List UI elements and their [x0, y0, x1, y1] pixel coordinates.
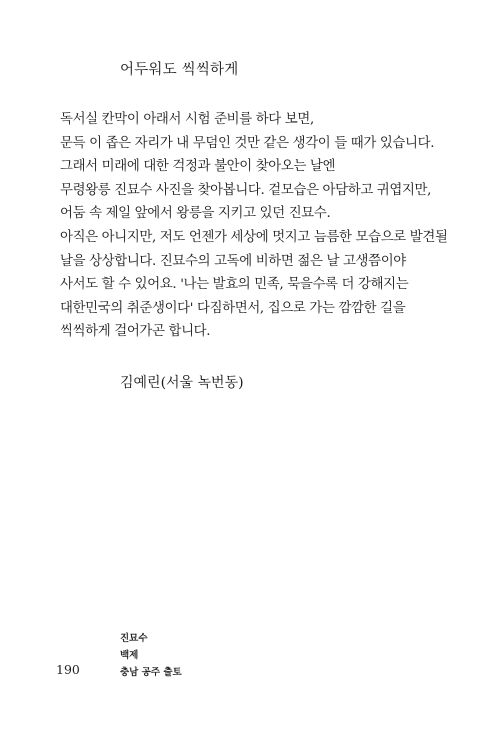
poem-line: 대한민국의 취준생이다' 다짐하면서, 집으로 가는 깜깜한 길을	[60, 300, 406, 316]
poem-line: 날을 상상합니다. 진묘수의 고독에 비하면 젊은 날 고생쯤이야	[60, 253, 406, 269]
image-caption	[120, 630, 182, 681]
poem-line: 그래서 미래에 대한 걱정과 불안이 찾아오는 날엔	[60, 159, 336, 175]
page-number: 190	[56, 662, 80, 677]
caption-name: 진묘수	[120, 633, 148, 644]
caption-era: 백제	[120, 650, 139, 661]
poem-title: 어두워도 씩씩하게	[120, 62, 239, 78]
poem-line: 무령왕릉 진묘수 사진을 찾아봅니다. 겉모습은 아담하고 귀엽지만,	[60, 182, 432, 198]
author-credit: 김예린(서울 녹번동)	[120, 375, 244, 391]
poem-line: 독서실 칸막이 아래서 시험 준비를 하다 보면,	[60, 112, 314, 127]
poem-line: 어둠 속 제일 앞에서 왕릉을 지키고 있던 진묘수.	[60, 206, 331, 222]
caption-origin: 충남 공주 출토	[120, 667, 182, 678]
poem-line: 문득 이 좁은 자리가 내 무덤인 것만 같은 생각이 들 때가 있습니다.	[60, 135, 435, 151]
poem-line: 씩씩하게 걸어가곤 합니다.	[60, 324, 211, 340]
poem-line: 아직은 아니지만, 저도 언젠가 세상에 멋지고 늠름한 모습으로 발견될	[60, 229, 448, 245]
poem-body	[60, 108, 480, 344]
poem-line: 사서도 할 수 있어요. '나는 발효의 민족, 묵을수록 더 강해지는	[60, 277, 409, 293]
